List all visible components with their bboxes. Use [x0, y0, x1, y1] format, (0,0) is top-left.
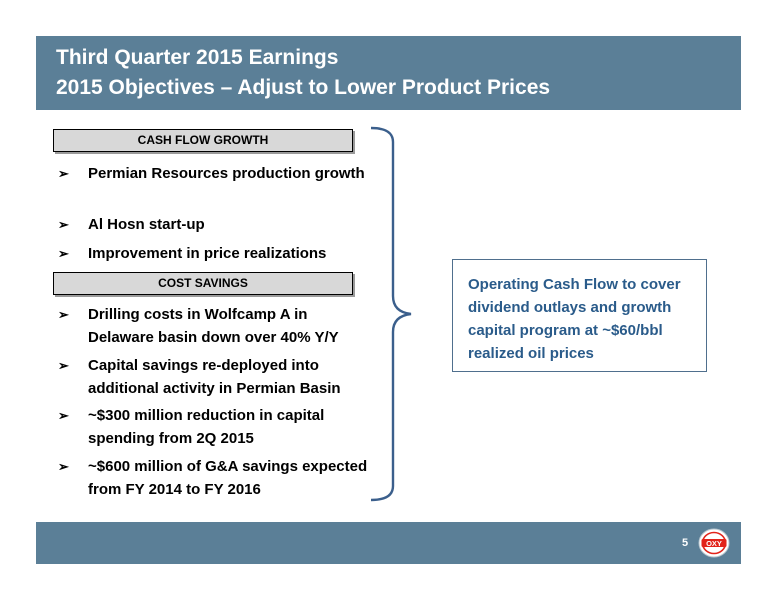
arrowhead-bullet-icon: ➢ [58, 307, 69, 322]
arrowhead-bullet-icon: ➢ [58, 358, 69, 373]
slide-title: Third Quarter 2015 Earnings [56, 46, 339, 69]
bullet-text: Capital savings re-deployed into additional activity in Permian Basin [88, 357, 341, 397]
arrowhead-bullet-icon: ➢ [58, 217, 69, 232]
section-heading-cost-savings: COST SAVINGS [53, 272, 353, 295]
slide-subtitle: 2015 Objectives – Adjust to Lower Product Prices [56, 76, 551, 99]
callout-box [452, 259, 707, 372]
curly-brace [369, 126, 429, 502]
arrowhead-bullet-icon: ➢ [58, 246, 69, 261]
callout-text: Operating Cash Flow to cover dividend outlays and growth capital program at ~$60/bbl realized oil prices [468, 276, 681, 362]
bullet-text: ~$600 million of G&A savings expected from FY 2014 to FY 2016 [88, 458, 368, 498]
title-banner [36, 36, 741, 110]
arrowhead-bullet-icon: ➢ [58, 459, 69, 474]
bullet-text: Improvement in price realizations [88, 245, 327, 262]
svg-text:OXY: OXY [706, 538, 722, 548]
bullet-text: Drilling costs in Wolfcamp A in Delaware basin down over 40% Y/Y [88, 306, 339, 346]
oxy-logo-icon [698, 528, 730, 558]
page-number: 5 [682, 537, 689, 549]
bullet-text: ~$300 million reduction in capital spending from 2Q 2015 [88, 407, 325, 447]
arrowhead-bullet-icon: ➢ [58, 166, 69, 181]
arrowhead-bullet-icon: ➢ [58, 408, 69, 423]
section-heading-cash-flow-growth: CASH FLOW GROWTH [53, 129, 353, 152]
bullet-text: Permian Resources production growth [88, 165, 365, 182]
bullet-text: Al Hosn start-up [88, 216, 205, 233]
footer-banner [36, 522, 741, 564]
